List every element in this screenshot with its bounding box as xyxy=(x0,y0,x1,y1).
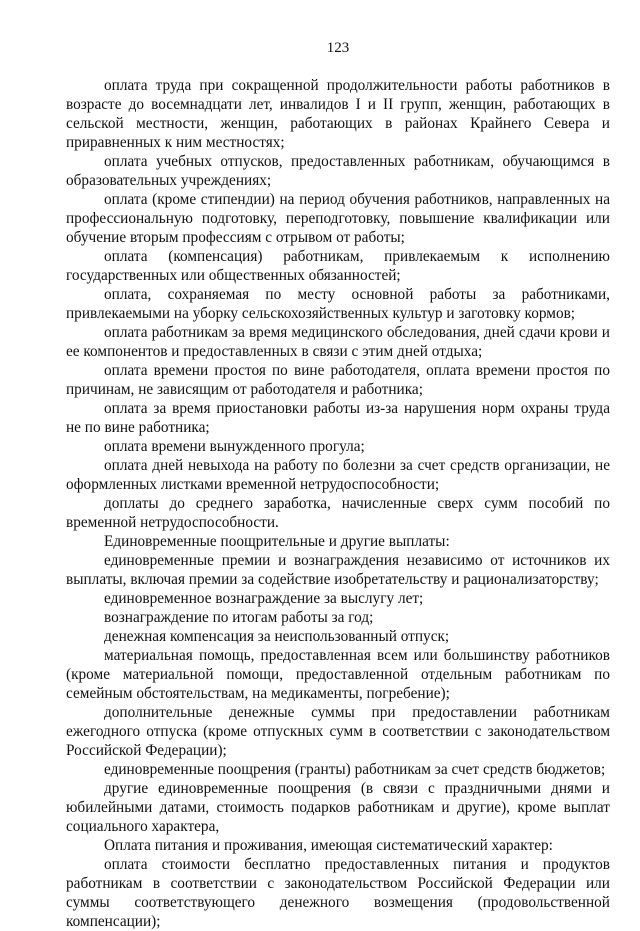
paragraph: оплата времени вынужденного прогула; xyxy=(104,438,365,455)
page-number: 123 xyxy=(326,40,350,56)
paragraph: доплаты до среднего заработка, начисленные сверх сумм пособий по временной нетрудоспособности. xyxy=(66,495,610,531)
paragraph: оплата, сохраняемая по месту основной работы за работниками, привлекаемыми на уборку сельскохозяйственных культур и заготовку кормов; xyxy=(66,286,610,322)
paragraph: единовременные премии и вознаграждения независимо от источников их выплаты, включая премии за содействие изобретательству и рационализаторству; xyxy=(66,552,610,588)
paragraph: материальная помощь, предоставленная всем или большинству работников (кроме материальной помощи, предоставленной отдельным работникам по семейным обстоятельствам, на медикаменты, погребение); xyxy=(66,647,610,702)
paragraph: вознаграждение по итогам работы за год; xyxy=(104,609,374,626)
paragraph: оплата работникам за время медицинского обследования, дней сдачи крови и ее компонентов и предоставленных в связи с этим дней отдыха; xyxy=(66,324,610,360)
paragraph: денежная компенсация за неиспользованный отпуск; xyxy=(104,628,450,645)
paragraph: оплата за время приостановки работы из-за нарушения норм охраны труда не по вине работника; xyxy=(66,400,610,436)
paragraph: оплата (компенсация) работникам, привлекаемым к исполнению государственных или общественных обязанностей; xyxy=(66,248,610,284)
paragraph: оплата стоимости бесплатно предоставленных питания и продуктов работникам в соответствии с законодательством Российской Федерации или суммы соответствующего денежного возмещения (продовольственной компенсации); xyxy=(66,856,610,930)
paragraph: оплата труда при сокращенной продолжительности работы работников в возрасте до восемнадцати лет, инвалидов I и II групп, женщин, работающих в сельской местности, женщин, работающих в районах Крайнего Севера и приравненных к ним местностях; xyxy=(66,77,610,151)
paragraph: оплата дней невыхода на работу по болезни за счет средств организации, не оформленных листками временной нетрудоспособности; xyxy=(66,457,610,493)
body-text xyxy=(66,76,610,931)
paragraph: другие единовременные поощрения (в связи с праздничными днями и юбилейными датами, стоимость подарков работникам и другие), кроме выплат социального характера, xyxy=(66,780,610,835)
section-heading: Оплата питания и проживания, имеющая систематический характер: xyxy=(104,837,553,854)
paragraph: оплата (кроме стипендии) на период обучения работников, направленных на профессиональную подготовку, переподготовку, повышение квалификации или обучение вторым профессиям с отрывом от работы; xyxy=(66,191,610,246)
paragraph: единовременное вознаграждение за выслугу лет; xyxy=(104,590,424,607)
paragraph: оплата учебных отпусков, предоставленных работникам, обучающимся в образовательных учреждениях; xyxy=(66,153,610,189)
paragraph: дополнительные денежные суммы при предоставлении работникам ежегодного отпуска (кроме отпускных сумм в соответствии с законодательством Российской Федерации); xyxy=(66,704,610,759)
paragraph: единовременные поощрения (гранты) работникам за счет средств бюджетов; xyxy=(104,761,606,778)
section-heading: Единовременные поощрительные и другие выплаты: xyxy=(104,533,450,550)
paragraph: оплата времени простоя по вине работодателя, оплата времени простоя по причинам, не зависящим от работодателя и работника; xyxy=(66,362,610,398)
